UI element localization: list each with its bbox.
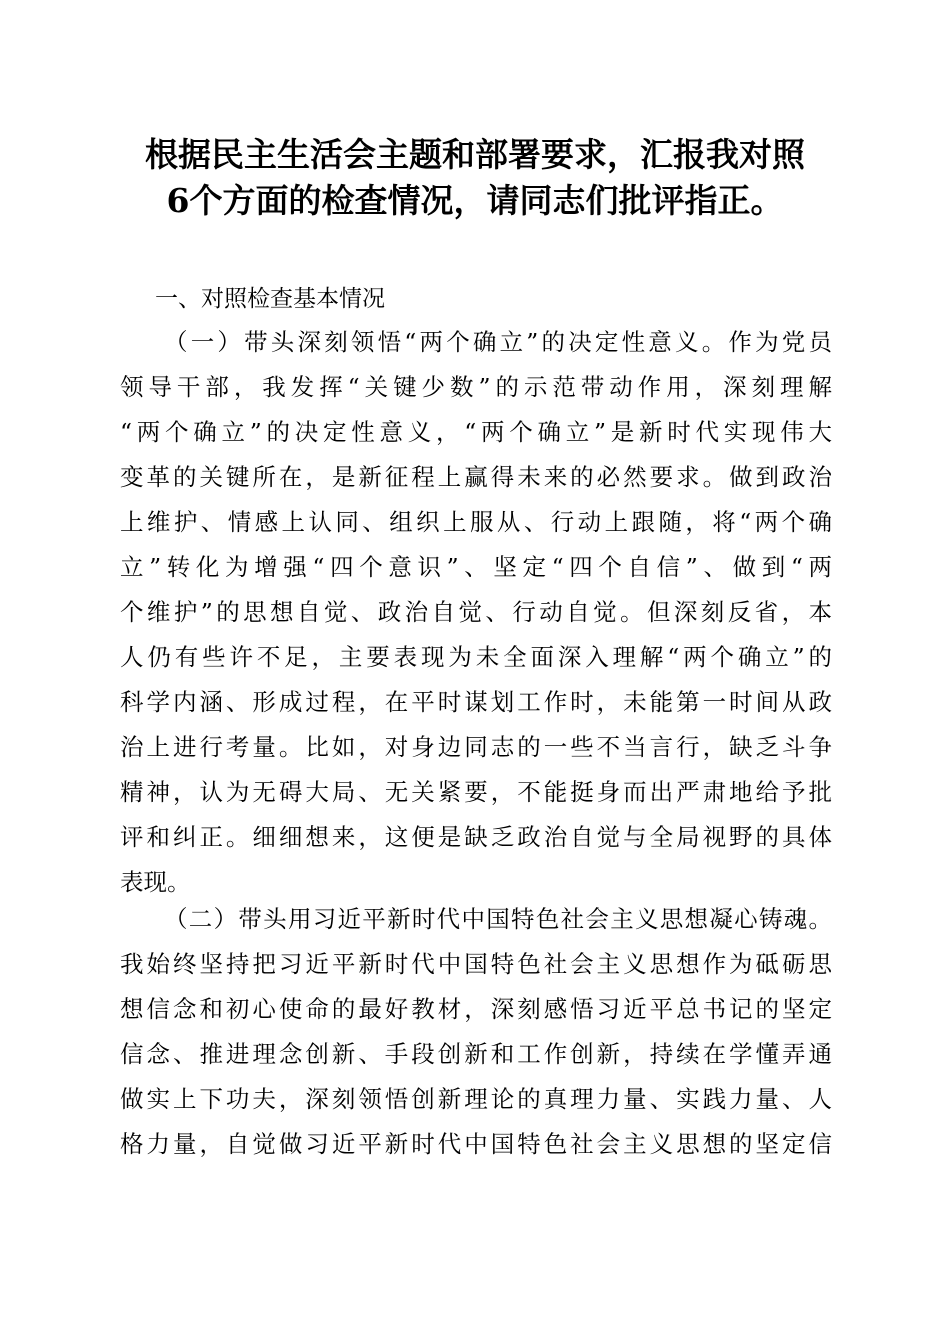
paragraph-line: 我始终坚持把习近平新时代中国特色社会主义思想作为砥砺思 — [120, 950, 832, 978]
paragraph-line: 个维护”的思想自觉、政治自觉、行动自觉。但深刻反省，本 — [120, 598, 832, 626]
paragraph-line: 立”转化为增强“四个意识”、坚定“四个自信”、做到“两 — [120, 553, 832, 581]
paragraph-line: 上维护、情感上认同、组织上服从、行动上跟随，将“两个确 — [120, 508, 832, 536]
paragraph-1 — [120, 320, 832, 905]
paragraph-line: 信念、推进理念创新、手段创新和工作创新，持续在学懂弄通 — [120, 1040, 832, 1068]
document-title — [110, 132, 840, 224]
paragraph-line: 精神，认为无碍大局、无关紧要，不能挺身而出严肃地给予批 — [120, 778, 832, 806]
paragraph-line: 领导干部，我发挥“关键少数”的示范带动作用，深刻理解 — [120, 373, 832, 401]
title-line: 根据民主生活会主题和部署要求，汇报我对照 — [145, 135, 805, 174]
paragraph-line: 表现。 — [120, 868, 191, 896]
title-line: 6个方面的检查情况，请同志们批评指正。 — [166, 181, 784, 220]
paragraph-line: 想信念和初心使命的最好教材，深刻感悟习近平总书记的坚定 — [120, 995, 832, 1023]
paragraph-line: 格力量，自觉做习近平新时代中国特色社会主义思想的坚定信 — [120, 1130, 832, 1158]
paragraph-line: 评和纠正。细细想来，这便是缺乏政治自觉与全局视野的具体 — [120, 823, 832, 851]
paragraph-line: （二）带头用习近平新时代中国特色社会主义思想凝心铸魂。 — [164, 905, 832, 933]
paragraph-line: 科学内涵、形成过程，在平时谋划工作时，未能第一时间从政 — [120, 688, 832, 716]
paragraph-line: （一）带头深刻领悟“两个确立”的决定性意义。作为党员 — [164, 328, 832, 356]
paragraph-2 — [120, 897, 832, 1167]
paragraph-line: 人仍有些许不足，主要表现为未全面深入理解“两个确立”的 — [120, 643, 832, 671]
paragraph-line: 变革的关键所在，是新征程上赢得未来的必然要求。做到政治 — [120, 463, 832, 491]
paragraph-line: 做实上下功夫，深刻领悟创新理论的真理力量、实践力量、人 — [120, 1085, 832, 1113]
paragraph-line: “两个确立”的决定性意义，“两个确立”是新时代实现伟大 — [120, 418, 832, 446]
section-heading: 一、对照检查基本情况 — [155, 286, 385, 312]
paragraph-line: 治上进行考量。比如，对身边同志的一些不当言行，缺乏斗争 — [120, 733, 832, 761]
